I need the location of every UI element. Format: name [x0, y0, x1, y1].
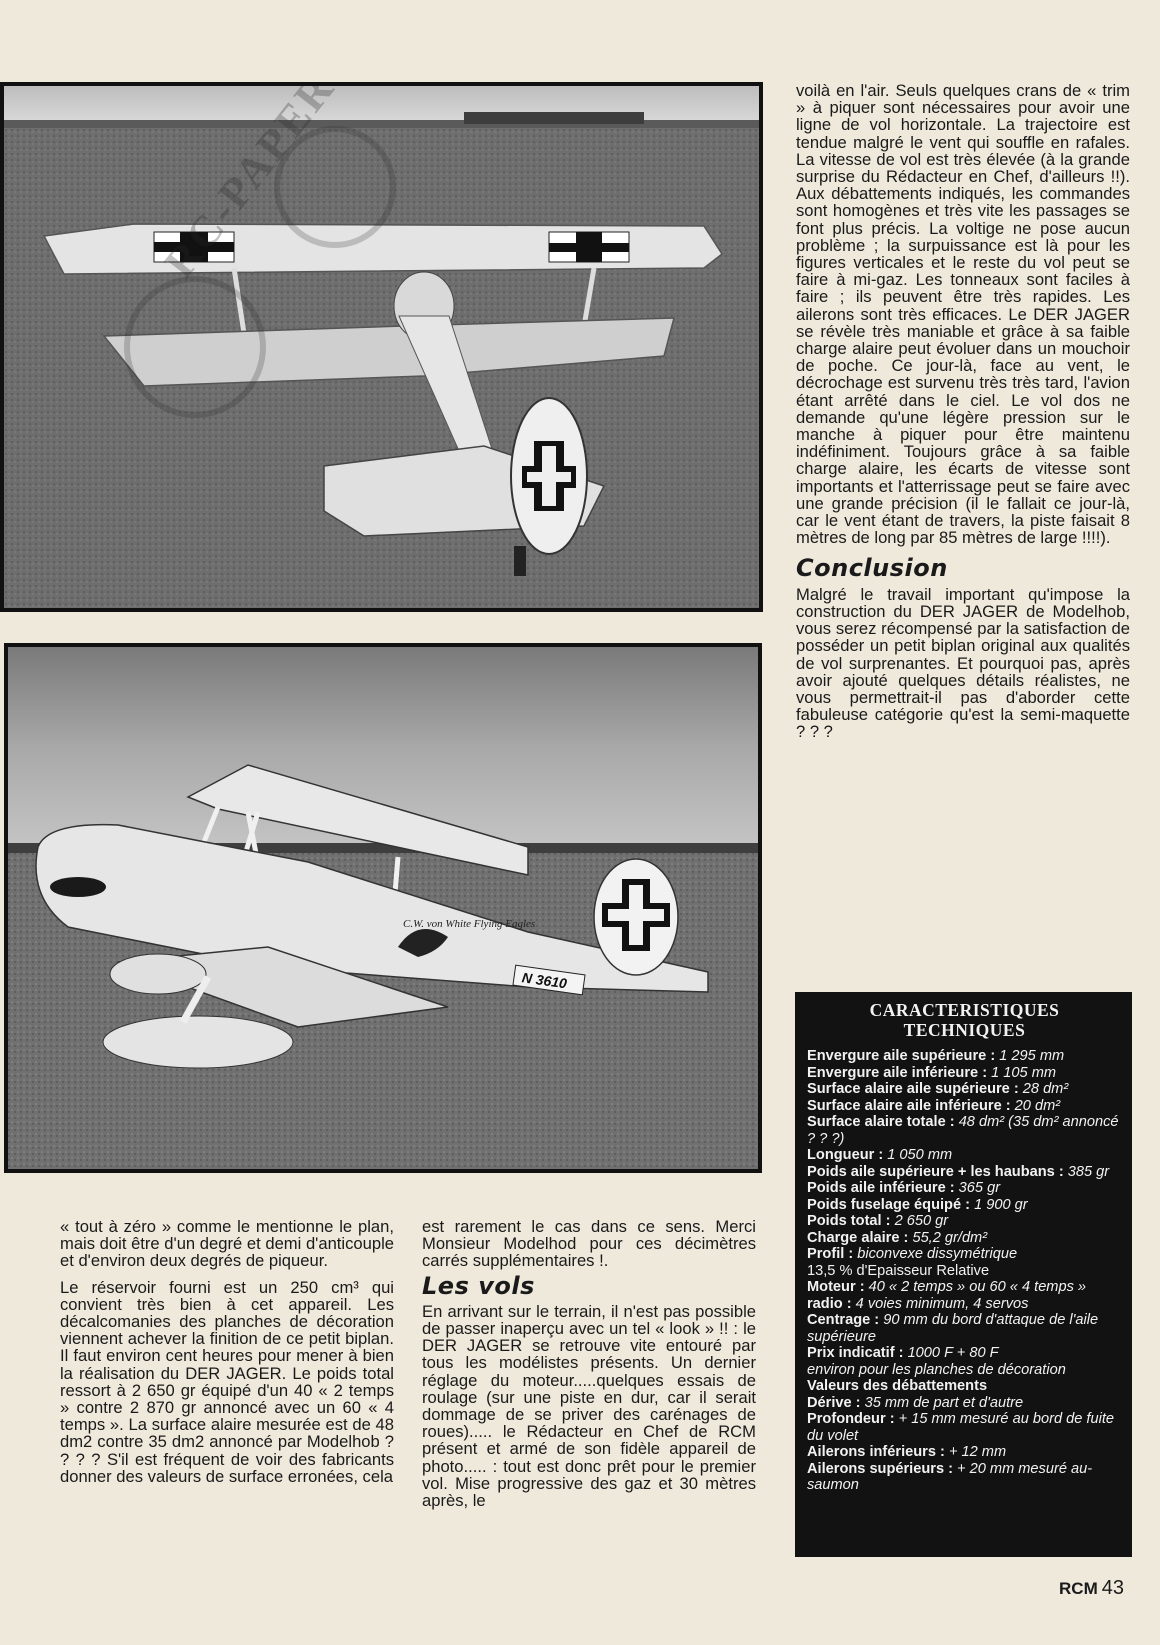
spec-row: Surface alaire totale : 48 dm² (35 dm² annoncé ? ? ?) [807, 1114, 1119, 1147]
fuselage-lettering: C.W. von White Flying Eagles [403, 918, 536, 930]
right-column [796, 82, 1130, 741]
left-paragraph-1: « tout à zéro » comme le mentionne le plan, mais doit être d'un degré et demi d'anticouple et d'environ deux degrés de piqueur. [60, 1217, 394, 1271]
spec-row: Poids aile supérieure + les haubans : 385 gr [807, 1163, 1110, 1180]
spec-row: Prix indicatif : 1000 F + 80 F environ pour les planches de décoration [807, 1345, 1066, 1378]
spec-row: Ailerons supérieurs : + 20 mm mesuré au- saumon [807, 1460, 1093, 1493]
spec-row: Poids total : 2 650 gr [807, 1213, 949, 1229]
spec-row: Surface alaire aile inférieure : 20 dm² [807, 1097, 1061, 1114]
left-paragraph-2: Le réservoir fourni est un 250 cm³ qui convient très bien à cet appareil. Les décalcomanies des planches de décoration viennent achever la finition de ce petit biplan. Il faut environ cent heures pour mener à bien la réalisation du DER JAGER. Le poids total ressort à 2 650 gr équipé d'un 40 « 2 temps » contre 2 870 gr annoncé avec un 60 « 4 temps ». La surface alaire mesurée est de 48 dm2 contre 35 dm2 annoncé par Modelhob ? ? ? ? S'il est fréquent de voir des fabricants donner des valeurs de surface erronées, cela [60, 1277, 394, 1486]
spec-row: Envergure aile inférieure : 1 105 mm [807, 1064, 1057, 1081]
biplane-side-illustration [8, 647, 758, 1169]
spec-row: Poids aile inférieure : 365 gr [807, 1180, 1001, 1196]
cross-marking-right [549, 232, 629, 262]
right-paragraph-1: voilà en l'air. Seuls quelques crans de « trim » à piquer sont nécessaires pour avoir une ligne de vol horizontale. La trajectoire est tendue malgré le vent qui souffle en rafales. La vitesse de vol est très élevée (à la grande surprise du Rédacteur en Chef, d'ailleurs !!). Aux débattements indiqués, les commandes sont homogènes et très vite les passages se font plus précis. La voltige ne pose aucun problème ; la surpuissance est là pour les figures verticales et le reste du vol peut se faire à mi-gaz. Les tonneaux sont faciles à faire ; ils peuvent être très rapides. Les ailerons sont très efficaces. Le DER JAGER se révèle très maniable et grâce à sa faible charge alaire peut évoluer dans un mouchoir de poche. Ce jour-là, face au vent, le décrochage est survenu très très tard, l'avion étant arrêté dans le ciel. Le vol dos ne demande qu'une légère pression sur le manche à piquer pour être maintenu indéfiniment. Toujours grâce à sa faible charge alaire, les écarts de vitesse sont importants et l'atterrissage peut se faire avec une grande précision (il le fallait ce jour-là, car le vent étant de travers, la piste faisait 8 mètres de long par 85 mètres de large !!!!). [796, 81, 1130, 548]
spec-row: Surface alaire aile supérieure : 28 dm² [807, 1081, 1069, 1097]
section-heading-les-vols: Les vols [422, 1271, 535, 1300]
spec-row: Ailerons inférieurs : + 12 mm [807, 1444, 1007, 1460]
specs-title-line-2: TECHNIQUES [903, 1020, 1026, 1040]
photo-biplane-front [0, 82, 763, 612]
middle-column [422, 1218, 756, 1509]
middle-paragraph-1: est rarement le cas dans ce sens. Merci Monsieur Modelhod pour ces décimètres carrés supplémentaires !. [422, 1217, 756, 1271]
watermark-ring [124, 276, 266, 418]
spec-row: radio : 4 voies minimum, 4 servos [807, 1295, 1029, 1312]
photo-biplane-side [4, 643, 762, 1173]
magazine-brand: RCM [1059, 1579, 1098, 1598]
spec-row: Profil : biconvexe dissymétrique 13,5 % d'Epaisseur Relative [807, 1246, 1018, 1279]
section-heading-conclusion: Conclusion [796, 554, 948, 583]
middle-paragraph-2: En arrivant sur le terrain, il n'est pas possible de passer inaperçu avec un tel « look » !! : le DER JAGER se retrouve vite entouré par tous les modélistes présents. Un dernier réglage du moteur.....quelques essais de roulage (sur une piste en dur, car il serait dommage de se priver des carénages de roues)..... le Rédacteur en Chef de RCM présent et armé de son fidèle appareil de photo..... : tout est donc prêt pour le premier vol. Mise progressive des gaz et 30 mètres après, le [422, 1301, 756, 1511]
specs-title [807, 1000, 1122, 1040]
registration-lettering: N 3610 [521, 969, 568, 992]
right-paragraph-2: Malgré le travail important qu'impose la construction du DER JAGER de Modelhob, vous serez récompensé par la satisfaction de posséder un petit biplan original aux qualités de vol surprenantes. Et pourquoi pas, après avoir ajouté quelques détails réalistes, ne vous permettrait-il pas d'aborder cette fabuleuse catégorie qu'est la semi-maquette ? ? ? [796, 584, 1130, 742]
spec-row: Moteur : 40 « 2 temps » ou 60 « 4 temps » [807, 1279, 1087, 1295]
page-number: 43 [1101, 1577, 1124, 1599]
spec-row: Centrage : 90 mm du bord d'attaque de l'aile supérieure [807, 1312, 1099, 1345]
spec-row: Valeurs des débattements [807, 1378, 988, 1394]
spec-row: Poids fuselage équipé : 1 900 gr [807, 1196, 1028, 1213]
spec-row: Charge alaire : 55,2 gr/dm² [807, 1229, 988, 1246]
spec-row: Envergure aile supérieure : 1 295 mm [807, 1048, 1065, 1064]
page-footer [1059, 1577, 1124, 1600]
technical-specs-box [795, 992, 1132, 1557]
specs-title-line-1: CARACTERISTIQUES [869, 1000, 1060, 1020]
left-column [60, 1218, 394, 1485]
spec-row: Dérive : 35 mm de part et d'autre [807, 1394, 1024, 1411]
spec-row: Profondeur : + 15 mm mesuré au bord de fuite du volet [807, 1411, 1114, 1444]
spec-row: Longueur : 1 050 mm [807, 1147, 953, 1163]
